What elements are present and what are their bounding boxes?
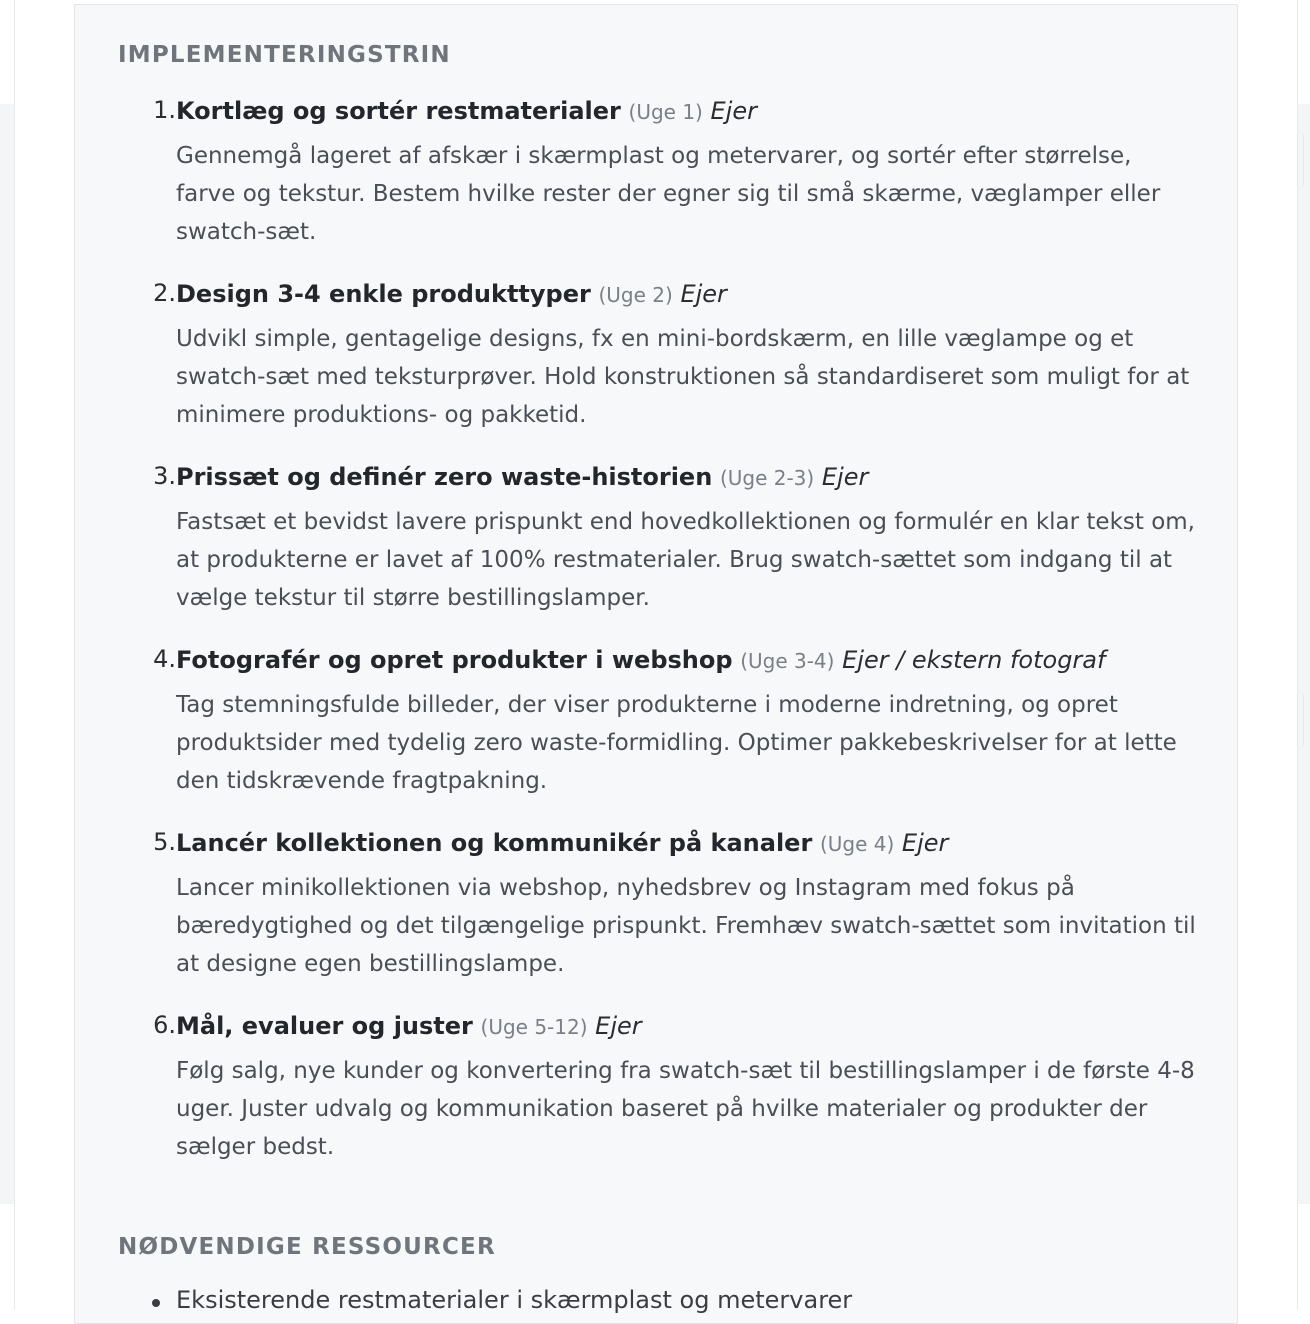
step-header [176,277,1198,312]
step-header [176,826,1198,861]
implementation-step [118,94,1198,251]
step-title: Mål, evaluer og juster [176,1012,473,1040]
step-description: Udvikl simple, gentagelige designs, fx en mini-bordskærm, en lille væglampe og et swatch-sæt med teksturprøver. Hold konstruktionen så standardiseret som muligt for at minimere produktions- og pakketid. [176,326,1190,428]
step-description: Lancer minikollektionen via webshop, nyhedsbrev og Instagram med fokus på bæredygtighed og det tilgængelige prispunkt. Fremhæv swatch-sættet som invitation til at designe egen bestillingslampe. [176,875,1196,977]
step-owner: Ejer [595,1012,642,1040]
step-number: 2. [153,279,176,307]
step-owner: Ejer [821,463,869,491]
step-number: 5. [153,828,176,856]
step-owner: Ejer [680,280,727,308]
implementation-step [118,1009,1198,1166]
implementation-heading: IMPLEMENTERINGSTRIN [118,42,451,68]
step-header [176,643,1198,678]
step-title: Design 3-4 enkle produkttyper [176,280,591,308]
step-owner: Ejer [901,829,949,857]
bullet-icon [152,1299,160,1307]
left-background-band [0,104,14,1204]
step-description: Fastsæt et bevidst lavere prispunkt end hovedkollektionen og formulér en klar tekst om, at produkterne er lavet af 100% restmaterialer. Brug swatch-sættet som indgang til at vælge tekstur til større bestillingslamper. [176,509,1195,611]
step-week: (Uge 3-4) [740,649,835,673]
step-week: (Uge 2) [598,283,673,307]
implementation-steps-list [118,94,1198,1192]
step-number: 4. [153,645,176,673]
right-edge-card-hint [1296,130,1304,190]
resource-item-label: Eksisterende restmaterialer i skærmplast og metervarer [176,1286,853,1314]
step-week: (Uge 4) [819,832,895,856]
step-number: 6. [153,1011,176,1039]
resources-heading: NØDVENDIGE RESSOURCER [118,1234,496,1260]
step-owner: Ejer / ekstern fotograf [842,646,1106,674]
step-title: Kortlæg og sortér restmaterialer [176,97,621,125]
step-week: (Uge 1) [628,100,703,124]
step-description: Tag stemningsfulde billeder, der viser produkterne i moderne indretning, og opret produktsider med tydelig zero waste-formidling. Optimer pakkebeskrivelser for at lette den tidskrævende fragtpakning. [176,692,1177,794]
step-header [176,94,1198,129]
step-week: (Uge 5-12) [480,1015,588,1039]
step-description: Følg salg, nye kunder og konvertering fra swatch-sæt til bestillingslamper i de første 4-8 uger. Juster udvalg og kommunikation baseret på hvilke materialer og produkter der sælger bedst. [176,1058,1195,1160]
step-header [176,1009,1198,1044]
implementation-step [118,643,1198,800]
step-title: Fotografér og opret produkter i webshop [176,646,733,674]
right-edge-card-hint [1296,690,1304,750]
step-description: Gennemgå lageret af afskær i skærmplast og metervarer, og sortér efter størrelse, farve og tekstur. Bestem hvilke rester der egner sig til små skærme, væglamper eller swatch-sæt. [176,143,1161,245]
step-owner: Ejer [710,97,757,125]
step-header [176,460,1198,495]
step-number: 1. [153,96,176,124]
implementation-step [118,826,1198,983]
implementation-step [118,460,1198,617]
step-week: (Uge 2-3) [719,466,815,490]
implementation-step [118,277,1198,434]
step-title: Prissæt og definér zero waste-historien [176,463,713,491]
step-number: 3. [153,462,176,490]
right-background-band [1298,104,1310,1204]
step-title: Lancér kollektionen og kommunikér på kanaler [176,829,813,857]
